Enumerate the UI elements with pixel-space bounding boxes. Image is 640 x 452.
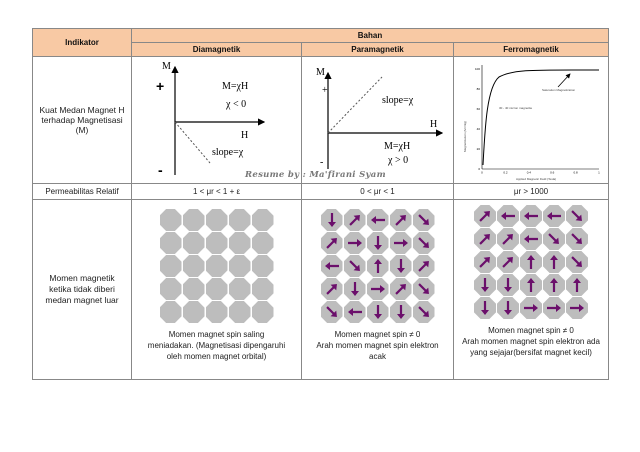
slope-label: slope=χ xyxy=(212,147,244,158)
spin-cell xyxy=(390,232,412,254)
spin-cell xyxy=(183,301,205,323)
spin-cell xyxy=(390,278,412,300)
spin-arrow-ne-icon xyxy=(393,281,409,297)
spin-arrow-se-icon xyxy=(569,231,585,247)
spin-cell xyxy=(367,301,389,323)
saturation-annotation: Saturation Magnetization xyxy=(542,88,576,92)
spin-cell xyxy=(321,255,343,277)
spin-cell xyxy=(252,255,274,277)
ferro-caption-1: Momen magnet spin ≠ 0 xyxy=(488,326,574,335)
spin-arrow-e-icon xyxy=(569,300,585,316)
condition: χ > 0 xyxy=(388,155,409,166)
diamagnetic-graph xyxy=(132,57,301,183)
spin-arrow-ne-icon xyxy=(477,208,493,224)
header-ferromagnetik: Ferromagnetik xyxy=(454,43,609,57)
spin-cell xyxy=(229,278,251,300)
spin-cell xyxy=(229,232,251,254)
spin-cell xyxy=(229,255,251,277)
permeability-label: Permeabilitas Relatif xyxy=(33,184,132,200)
spin-cell xyxy=(497,274,519,296)
spin-cell xyxy=(497,228,519,250)
x-tick-label: 1 xyxy=(598,170,600,175)
spin-cell xyxy=(390,255,412,277)
spin-cell xyxy=(183,255,205,277)
y-axis-label: Magnetization (Am²/kg) xyxy=(463,120,467,152)
m-label: M xyxy=(162,61,171,72)
diamagnetic-spin-grid xyxy=(132,209,301,323)
spin-arrow-w-icon xyxy=(523,231,539,247)
spin-arrow-e-icon xyxy=(347,235,363,251)
spin-arrow-ne-icon xyxy=(416,258,432,274)
y-tick-label: 40 xyxy=(476,127,480,131)
watermark: Resume by : Ma'firani Syam xyxy=(245,170,386,180)
spin-cell xyxy=(413,209,435,231)
spin-cell xyxy=(497,251,519,273)
spin-arrow-s-icon xyxy=(393,304,409,320)
spin-arrow-se-icon xyxy=(416,304,432,320)
paramagnetic-spin-grid xyxy=(302,209,453,323)
spin-arrow-se-icon xyxy=(569,208,585,224)
spin-cell xyxy=(543,228,565,250)
spin-cell xyxy=(160,278,182,300)
moment-label: Momen magnetik ketika tidak diberi medan magnet luar xyxy=(33,200,132,380)
para-caption-1: Momen magnet spin ≠ 0 xyxy=(334,330,421,339)
spin-cell xyxy=(566,297,588,319)
spin-cell xyxy=(566,228,588,250)
spin-cell xyxy=(390,301,412,323)
spin-arrow-w-icon xyxy=(324,258,340,274)
spin-arrow-ne-icon xyxy=(393,212,409,228)
spin-arrow-w-icon xyxy=(546,208,562,224)
spin-arrow-e-icon xyxy=(546,300,562,316)
spin-cell xyxy=(321,301,343,323)
spin-cell xyxy=(566,251,588,273)
h-label: H xyxy=(241,130,249,141)
spin-cell xyxy=(229,301,251,323)
spin-cell xyxy=(520,251,542,273)
spin-arrow-w-icon xyxy=(523,208,539,224)
spin-cell xyxy=(497,297,519,319)
spin-arrow-n-icon xyxy=(370,258,386,274)
y-tick-label: 100 xyxy=(474,67,480,71)
spin-arrow-se-icon xyxy=(416,212,432,228)
spin-arrow-e-icon xyxy=(393,235,409,251)
spin-cell xyxy=(474,297,496,319)
spin-arrow-se-icon xyxy=(546,231,562,247)
spin-cell xyxy=(474,205,496,227)
spin-cell xyxy=(252,278,274,300)
spin-cell xyxy=(413,255,435,277)
graph-row-label: Kuat Medan Magnet H terhadap Magnetisasi (M) xyxy=(33,57,132,184)
spin-cell xyxy=(367,278,389,300)
spin-cell xyxy=(543,297,565,319)
x-tick-label: 0.4 xyxy=(526,170,531,175)
spin-arrow-w-icon xyxy=(370,212,386,228)
y-tick-label: 20 xyxy=(476,147,480,151)
slope-line xyxy=(175,122,210,163)
spin-arrow-ne-icon xyxy=(477,254,493,270)
spin-cell xyxy=(367,255,389,277)
header-diamagnetik: Diamagnetik xyxy=(132,43,302,57)
paramagnetic-graph xyxy=(302,57,453,183)
spin-cell xyxy=(543,251,565,273)
spin-arrow-ne-icon xyxy=(347,212,363,228)
spin-cell xyxy=(160,232,182,254)
header-bahan: Bahan xyxy=(132,29,609,43)
spin-cell xyxy=(520,228,542,250)
spin-cell xyxy=(474,228,496,250)
spin-arrow-s-icon xyxy=(500,277,516,293)
spin-arrow-w-icon xyxy=(347,304,363,320)
para-caption-2: Arah momen magnet spin elektron acak xyxy=(316,341,439,361)
spin-arrow-s-icon xyxy=(324,212,340,228)
spin-arrow-e-icon xyxy=(523,300,539,316)
spin-cell xyxy=(321,278,343,300)
spin-arrow-s-icon xyxy=(393,258,409,274)
spin-cell xyxy=(497,205,519,227)
spin-cell xyxy=(413,278,435,300)
spin-arrow-e-icon xyxy=(370,281,386,297)
spin-cell xyxy=(543,274,565,296)
spin-cell xyxy=(183,209,205,231)
slope-label: slope=χ xyxy=(382,95,414,106)
spin-arrow-ne-icon xyxy=(500,231,516,247)
spin-cell xyxy=(543,205,565,227)
x-tick-label: 0 xyxy=(481,170,483,175)
spin-arrow-se-icon xyxy=(324,304,340,320)
spin-cell xyxy=(160,209,182,231)
spin-arrow-s-icon xyxy=(477,277,493,293)
minus-label: - xyxy=(320,157,324,168)
x-tick-label: 0.2 xyxy=(503,170,508,175)
spin-cell xyxy=(520,297,542,319)
equation: M=χH xyxy=(222,81,249,92)
spin-cell xyxy=(390,209,412,231)
y-tick-label: 80 xyxy=(476,87,480,91)
ferromagnetic-graph xyxy=(454,57,608,183)
spin-cell xyxy=(474,274,496,296)
spin-arrow-ne-icon xyxy=(500,254,516,270)
condition: χ < 0 xyxy=(226,99,247,110)
spin-cell xyxy=(206,209,228,231)
spin-arrow-n-icon xyxy=(569,277,585,293)
x-axis-label: Applied Magnetic Field (Tesla) xyxy=(516,177,557,181)
spin-cell xyxy=(566,274,588,296)
spin-cell xyxy=(344,278,366,300)
spin-cell xyxy=(413,232,435,254)
perm-ferro: μr > 1000 xyxy=(454,184,609,200)
y-tick-label: 0 xyxy=(478,167,480,171)
header-indikator: Indikator xyxy=(33,29,132,57)
spin-cell xyxy=(344,255,366,277)
spin-arrow-w-icon xyxy=(500,208,516,224)
minus-label: - xyxy=(158,162,163,178)
perm-dia: 1 < μr < 1 + ε xyxy=(132,184,302,200)
spin-cell xyxy=(252,232,274,254)
spin-arrow-s-icon xyxy=(500,300,516,316)
plus-label: + xyxy=(322,85,328,96)
h-label: H xyxy=(430,119,438,130)
spin-cell xyxy=(206,278,228,300)
dia-caption: Momen magnet spin saling meniadakan. (Magnetisasi dipengaruhi oleh momen magnet orbital) xyxy=(147,330,286,361)
spin-arrow-se-icon xyxy=(416,281,432,297)
m-label: M xyxy=(316,67,325,78)
spin-cell xyxy=(413,301,435,323)
spin-cell xyxy=(520,205,542,227)
spin-arrow-n-icon xyxy=(523,277,539,293)
spin-arrow-n-icon xyxy=(546,277,562,293)
spin-cell xyxy=(229,209,251,231)
spin-cell xyxy=(474,251,496,273)
spin-arrow-se-icon xyxy=(416,235,432,251)
spin-cell xyxy=(367,209,389,231)
spin-arrow-s-icon xyxy=(347,281,363,297)
equation: M=χH xyxy=(384,141,411,152)
spin-arrow-s-icon xyxy=(477,300,493,316)
spin-cell xyxy=(183,278,205,300)
spin-arrow-ne-icon xyxy=(324,281,340,297)
spin-cell xyxy=(344,301,366,323)
x-tick-label: 0.6 xyxy=(550,170,555,175)
sample-note: 30 - 40 micron magnetite xyxy=(499,106,533,110)
ferro-caption-2: Arah momen magnet spin elektron ada yang sejajar(bersifat magnet kecil) xyxy=(462,337,600,357)
spin-arrow-s-icon xyxy=(370,304,386,320)
spin-arrow-s-icon xyxy=(370,235,386,251)
spin-arrow-n-icon xyxy=(523,254,539,270)
spin-cell xyxy=(321,209,343,231)
spin-cell xyxy=(160,301,182,323)
plus-label: + xyxy=(156,78,165,94)
ferromagnetic-spin-grid xyxy=(454,205,608,319)
spin-arrow-ne-icon xyxy=(324,235,340,251)
spin-cell xyxy=(566,205,588,227)
y-tick-label: 60 xyxy=(476,107,480,111)
spin-cell xyxy=(252,301,274,323)
header-paramagnetik: Paramagnetik xyxy=(302,43,454,57)
spin-cell xyxy=(206,301,228,323)
spin-cell xyxy=(206,232,228,254)
comparison-table xyxy=(32,28,609,380)
spin-cell xyxy=(206,255,228,277)
spin-cell xyxy=(321,232,343,254)
spin-cell xyxy=(344,232,366,254)
spin-cell xyxy=(160,255,182,277)
spin-cell xyxy=(252,209,274,231)
spin-arrow-se-icon xyxy=(347,258,363,274)
spin-cell xyxy=(344,209,366,231)
spin-arrow-se-icon xyxy=(569,254,585,270)
spin-cell xyxy=(520,274,542,296)
spin-arrow-n-icon xyxy=(546,254,562,270)
spin-arrow-ne-icon xyxy=(477,231,493,247)
x-tick-label: 0.8 xyxy=(573,170,578,175)
spin-cell xyxy=(183,232,205,254)
spin-cell xyxy=(367,232,389,254)
perm-para: 0 < μr < 1 xyxy=(302,184,454,200)
